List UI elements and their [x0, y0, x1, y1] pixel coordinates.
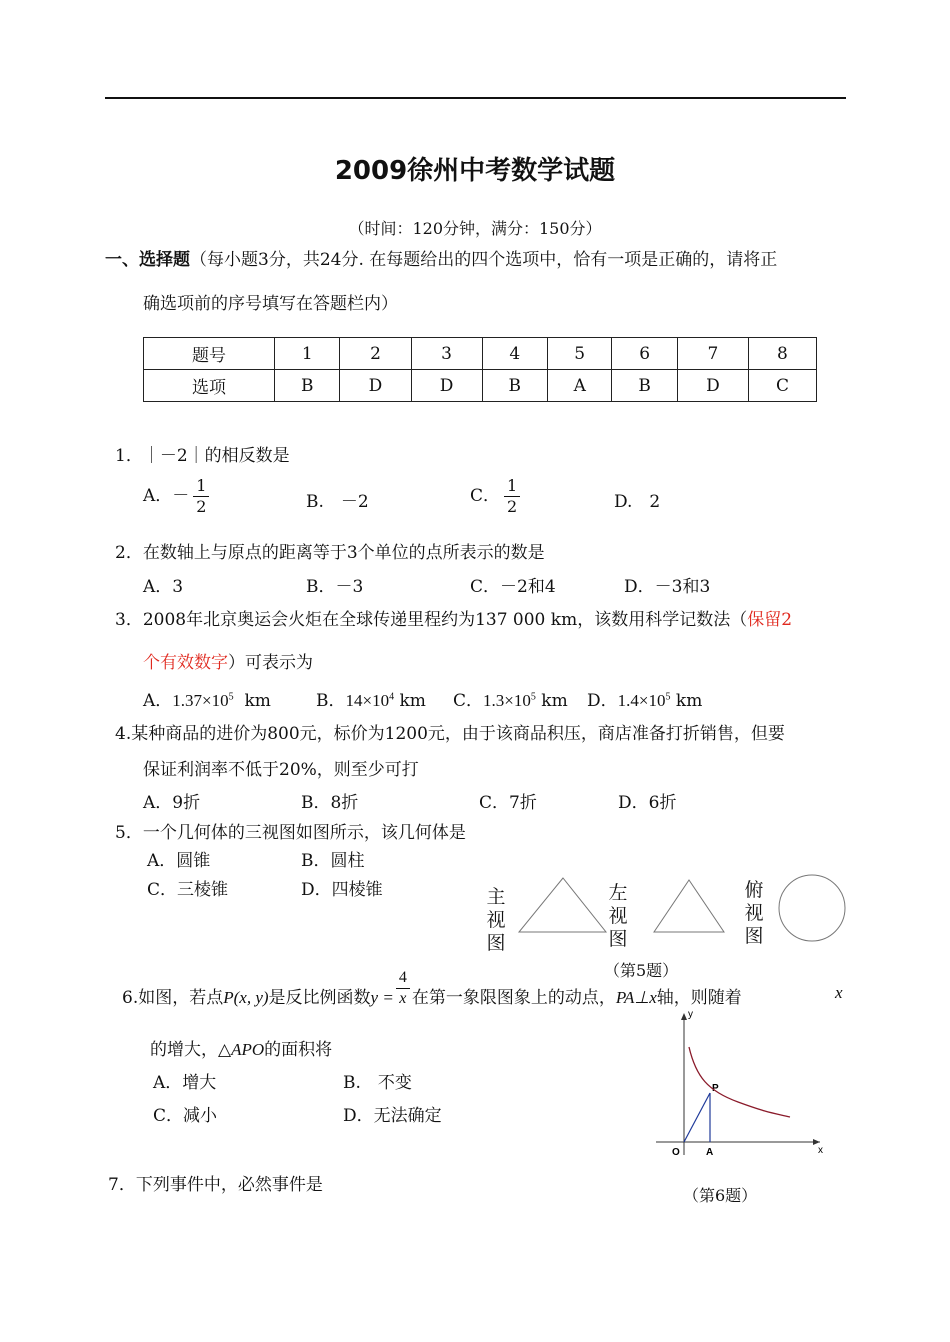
q6-pa-perp: PA⊥x [615, 988, 657, 1007]
q3-option-d [587, 686, 702, 711]
q3-d-unit: km [675, 691, 703, 711]
q3-a-value [172, 691, 233, 710]
table-cell: D [677, 370, 748, 402]
q3-d-base: 1.4×10 [617, 691, 666, 710]
q1-c-label: C． [470, 486, 501, 506]
left-view-triangle [654, 880, 724, 932]
q1-c-den: 2 [507, 497, 518, 516]
table-cell: 5 [548, 338, 612, 370]
q4-stem-line2: 保证利润率不低于20%，则至少可打 [143, 760, 419, 780]
table-row [144, 370, 817, 402]
table-cell: 3 [411, 338, 482, 370]
q1-a-fraction [193, 476, 209, 517]
fig-label-p: P [712, 1083, 719, 1094]
q6-func-den: x [399, 990, 407, 1007]
section1-heading: 一、选择题 [105, 250, 190, 270]
q3-option-a [143, 686, 271, 711]
top-view-circle [779, 875, 845, 941]
q4-stem-line1: 4.某种商品的进价为800元，标价为1200元，由于该商品积压，商店准备打折销售，但要 [115, 724, 785, 744]
q6-func-fraction [396, 968, 410, 1009]
q5-front-view-label: 主视图 [486, 886, 506, 954]
q3-c-label: C． [453, 691, 484, 711]
q3-b-base: 14×10 [345, 691, 390, 710]
q1-a-den: 2 [196, 497, 207, 516]
q6-text-4: 轴，则随着 [656, 988, 742, 1008]
q7-stem: 7．下列事件中，必然事件是 [108, 1175, 323, 1195]
q6-func-num: 4 [396, 968, 410, 989]
q1-option-c [470, 476, 524, 517]
q3-a-unit: km [244, 691, 271, 711]
q6-triangle-name: APO [231, 1040, 265, 1059]
front-view-triangle [519, 878, 606, 932]
q2-option-d: D．－3和3 [624, 577, 711, 597]
q4-option-b: B．8折 [301, 793, 359, 813]
section1-line1 [105, 245, 777, 270]
q4-option-a: A．9折 [143, 793, 201, 813]
q3-stem-text: 3．2008年北京奥运会火炬在全球传递里程约为137 000 km，该数用科学记数法（ [115, 610, 748, 630]
q2-stem: 2．在数轴上与原点的距离等于3个单位的点所表示的数是 [115, 543, 545, 563]
table-cell: 7 [677, 338, 748, 370]
q6-caption: （第6题） [683, 1186, 758, 1205]
table-cell: 1 [275, 338, 340, 370]
q5-caption: （第5题） [604, 961, 679, 980]
q3-highlight-1: 保留2 [747, 610, 793, 630]
segment-po [684, 1093, 710, 1142]
y-axis-arrow-icon [681, 1013, 687, 1020]
q1-c-fraction [504, 476, 520, 517]
q3-stem-end: ）可表示为 [228, 653, 313, 673]
q3-c-base: 1.3×10 [483, 691, 531, 710]
table-cell: D [411, 370, 482, 402]
section1-desc1: （每小题3分，共24分. 在每题给出的四个选项中，恰有一项是正确的，请将正 [190, 250, 778, 270]
hyperbola-curve [689, 1047, 790, 1117]
q5-left-view-label: 左视图 [608, 882, 628, 950]
exam-time-info: （时间：120分钟，满分：150分） [348, 219, 602, 238]
q6-line2-a: 的增大，△ [150, 1040, 232, 1060]
q6-text-2: 是反比例函数 [268, 988, 371, 1008]
table-cell: 选项 [144, 370, 275, 402]
q3-d-value [618, 691, 671, 710]
q1-option-a [143, 476, 213, 517]
q1-option-d: D. 2 [614, 492, 661, 512]
page-title: 2009徐州中考数学试题 [334, 156, 616, 186]
table-cell: D [340, 370, 411, 402]
q4-option-c: C．7折 [479, 793, 537, 813]
q6-text-3: 在第一象限图象上的动点， [411, 988, 616, 1008]
q3-a-label: A． [143, 691, 173, 711]
q3-d-label: D． [587, 691, 618, 711]
q2-option-c: C．－2和4 [470, 577, 556, 597]
q3-stem-line2 [143, 648, 313, 673]
table-cell: B [612, 370, 677, 402]
table-row [144, 338, 817, 370]
table-cell: C [748, 370, 816, 402]
q6-point: P(x, y) [223, 988, 269, 1007]
answer-table [143, 337, 817, 402]
q2-option-a: A．3 [143, 577, 184, 597]
table-cell: A [548, 370, 612, 402]
fig-label-y: y [688, 1009, 693, 1020]
q6-var-x: x [835, 983, 843, 1002]
q5-option-d: D．四棱锥 [301, 880, 383, 900]
q6-option-b: B. 不变 [343, 1073, 412, 1093]
q1-a-label: A．－ [143, 486, 190, 506]
fig-label-o: O [672, 1147, 680, 1158]
top-rule [105, 97, 846, 99]
q3-b-unit: km [399, 691, 426, 711]
q3-a-exp: 5 [228, 691, 234, 703]
q6-line2-b: 的面积将 [264, 1040, 333, 1060]
fig-label-x: x [818, 1145, 823, 1156]
q6-graph-figure [648, 1005, 838, 1165]
q1-option-b: B. －2 [306, 492, 369, 512]
table-cell: B [275, 370, 340, 402]
q1-c-num: 1 [504, 476, 520, 497]
q4-option-d: D．6折 [618, 793, 677, 813]
q1-stem: 1．｜－2｜的相反数是 [115, 446, 290, 466]
q3-option-b [316, 686, 426, 711]
q5-three-views-figure [510, 870, 850, 950]
q1-a-num: 1 [193, 476, 209, 497]
q5-stem: 5．一个几何体的三视图如图所示，该几何体是 [115, 823, 466, 843]
q6-option-a: A．增大 [153, 1073, 217, 1093]
q5-option-a: A．圆锥 [147, 851, 211, 871]
q3-stem [115, 605, 792, 630]
q3-c-exp: 5 [530, 691, 536, 703]
q6-func-lhs: y = [370, 988, 394, 1007]
q3-c-unit: km [541, 691, 568, 711]
q3-c-value [483, 691, 536, 710]
q3-d-exp: 5 [665, 691, 671, 703]
q6-stem-line2 [150, 1035, 332, 1060]
q3-a-base: 1.37×10 [172, 691, 229, 710]
table-cell: 2 [340, 338, 411, 370]
q3-highlight-2: 个有效数字 [143, 653, 228, 673]
q6-option-d: D．无法确定 [343, 1106, 442, 1126]
q6-option-c: C．减小 [153, 1106, 218, 1126]
table-cell: 题号 [144, 338, 275, 370]
table-cell: B [482, 370, 547, 402]
q5-option-b: B．圆柱 [301, 851, 365, 871]
q3-b-label: B． [316, 691, 346, 711]
q5-top-view-label: 俯视图 [744, 879, 764, 947]
table-cell: 8 [748, 338, 816, 370]
fig-label-a: A [706, 1147, 714, 1158]
q3-b-exp: 4 [389, 691, 395, 703]
q5-option-c: C．三棱锥 [147, 880, 229, 900]
q3-b-value [346, 691, 395, 710]
q6-text-1: 6.如图，若点 [122, 988, 224, 1008]
q2-option-b: B．－3 [306, 577, 364, 597]
section1-desc2: 确选项前的序号填写在答题栏内） [143, 294, 398, 314]
q3-option-c [453, 686, 568, 711]
table-cell: 4 [482, 338, 547, 370]
table-cell: 6 [612, 338, 677, 370]
